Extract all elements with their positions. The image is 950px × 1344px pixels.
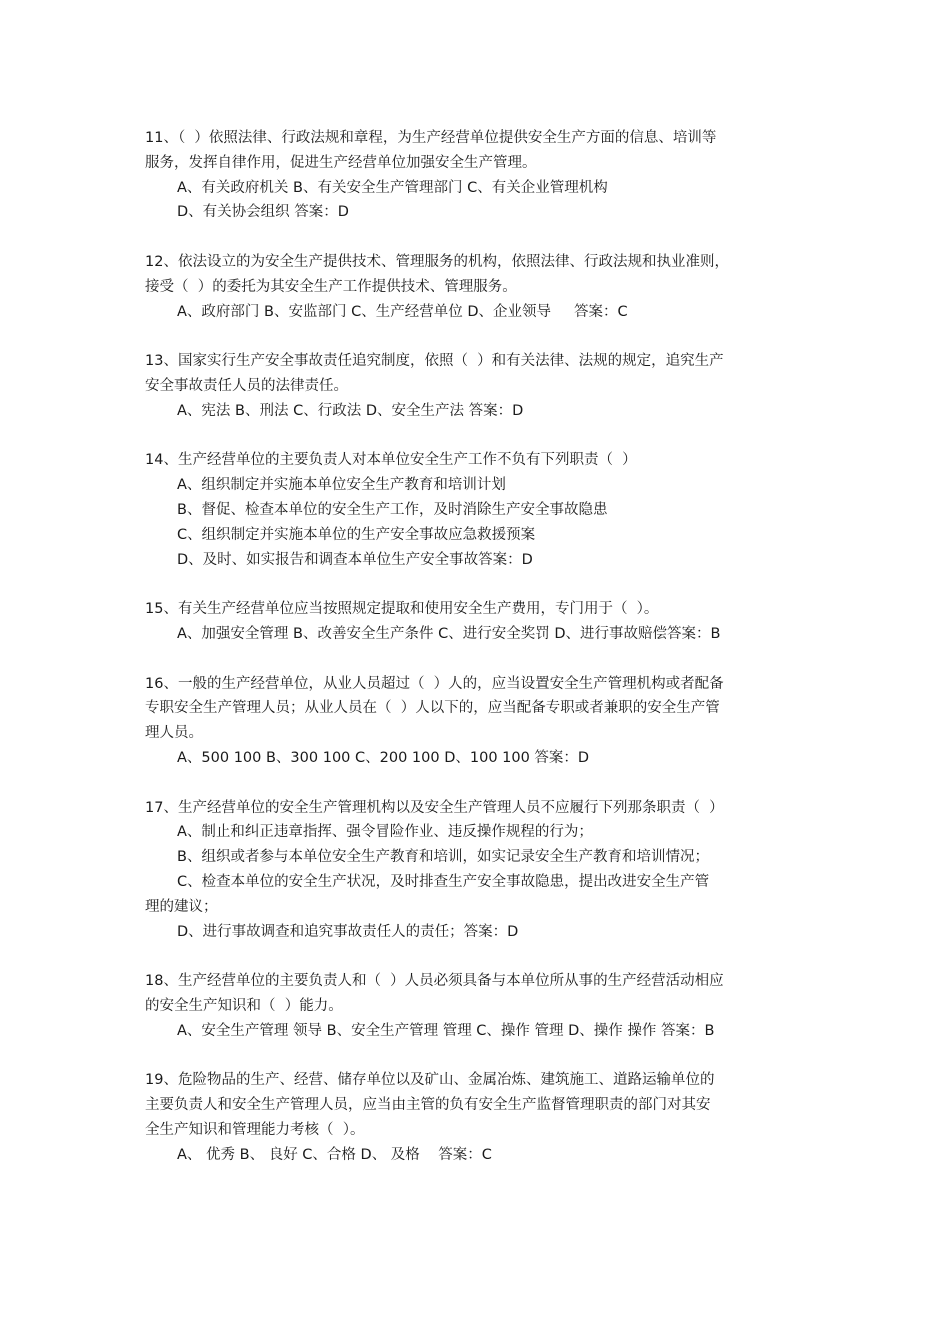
question-text: 17、生产经营单位的安全生产管理机构以及安全生产管理人员不应履行下列那条职责（ ） xyxy=(145,799,724,816)
question-option: C、组织制定并实施本单位的生产安全事故应急救援预案 xyxy=(177,526,536,543)
question-text: 16、一般的生产经营单位，从业人员超过（ ）人的，应当设置安全生产管理机构或者配备 xyxy=(145,675,724,692)
question-11 xyxy=(145,126,817,225)
question-text: 13、国家实行生产安全事故责任追究制度，依照（ ）和有关法律、法规的规定，追究生产 xyxy=(145,353,724,370)
question-15 xyxy=(145,597,817,647)
question-text: 全生产知识和管理能力考核（ ）。 xyxy=(145,1121,365,1138)
question-13 xyxy=(145,349,817,423)
question-text: 14、生产经营单位的主要负责人对本单位安全生产工作不负有下列职责（ ） xyxy=(145,452,637,469)
question-16 xyxy=(145,672,817,771)
question-18 xyxy=(145,969,817,1043)
question-14 xyxy=(145,448,817,572)
question-options: A、加强安全管理 B、改善安全生产条件 C、进行安全奖罚 D、进行事故赔偿答案：B xyxy=(177,625,721,642)
question-text: 接受（ ）的委托为其安全生产工作提供技术、管理服务。 xyxy=(145,278,517,295)
question-text: 15、有关生产经营单位应当按照规定提取和使用安全生产费用，专门用于（ ）。 xyxy=(145,601,659,618)
question-text: 11、（ ）依照法律、行政法规和章程，为生产经营单位提供安全生产方面的信息、培训等 xyxy=(145,130,717,146)
question-options: D、有关协会组织 答案：D xyxy=(177,204,349,221)
question-option: B、组织或者参与本单位安全生产教育和培训，如实记录安全生产教育和培训情况； xyxy=(177,849,709,866)
question-option: A、组织制定并实施本单位安全生产教育和培训计划 xyxy=(177,477,506,494)
question-text: 19、危险物品的生产、经营、储存单位以及矿山、金属冶炼、建筑施工、道路运输单位的 xyxy=(145,1072,715,1089)
question-17 xyxy=(145,796,817,945)
question-option: A、制止和纠正违章指挥、强令冒险作业、违反操作规程的行为； xyxy=(177,824,593,841)
question-options: A、安全生产管理 领导 B、安全生产管理 管理 C、操作 管理 D、操作 操作 答案：B xyxy=(177,1022,715,1039)
question-option: C、检查本单位的安全生产状况，及时排查生产安全事故隐患，提出改进安全生产管 xyxy=(177,873,710,890)
question-text: 18、生产经营单位的主要负责人和（ ）人员必须具备与本单位所从事的生产经营活动相应 xyxy=(145,973,724,990)
question-options: A、政府部门 B、安监部门 C、生产经营单位 D、企业领导 答案：C xyxy=(177,303,628,320)
question-options: A、有关政府机关 B、有关安全生产管理部门 C、有关企业管理机构 xyxy=(177,179,608,196)
question-text: 理人员。 xyxy=(145,725,203,742)
question-option: B、督促、检查本单位的安全生产工作，及时消除生产安全事故隐患 xyxy=(177,501,608,518)
question-19 xyxy=(145,1068,817,1167)
question-text: 12、依法设立的为安全生产提供技术、管理服务的机构，依照法律、行政法规和执业准则， xyxy=(145,253,729,270)
question-options: A、500 100 B、300 100 C、200 100 D、100 100 答案：D xyxy=(177,749,590,766)
question-option: D、及时、如实报告和调查本单位生产安全事故答案：D xyxy=(177,551,533,568)
question-text: 安全事故责任人员的法律责任。 xyxy=(145,377,348,394)
question-option: D、进行事故调查和追究事故责任人的责任；答案：D xyxy=(177,923,519,940)
question-options: A、宪法 B、刑法 C、行政法 D、安全生产法 答案：D xyxy=(177,402,524,419)
document-page xyxy=(145,126,817,1192)
question-text: 主要负责人和安全生产管理人员，应当由主管的负有安全生产监督管理职责的部门对其安 xyxy=(145,1097,711,1114)
question-text: 的安全生产知识和（ ）能力。 xyxy=(145,997,343,1014)
question-options: A、 优秀 B、 良好 C、合格 D、 及格 答案：C xyxy=(177,1146,492,1163)
question-option-continuation: 理的建议； xyxy=(145,898,218,915)
question-text: 专职安全生产管理人员；从业人员在（ ）人以下的，应当配备专职或者兼职的安全生产管 xyxy=(145,700,720,717)
question-text: 服务，发挥自律作用，促进生产经营单位加强安全生产管理。 xyxy=(145,154,537,171)
question-12 xyxy=(145,250,817,324)
